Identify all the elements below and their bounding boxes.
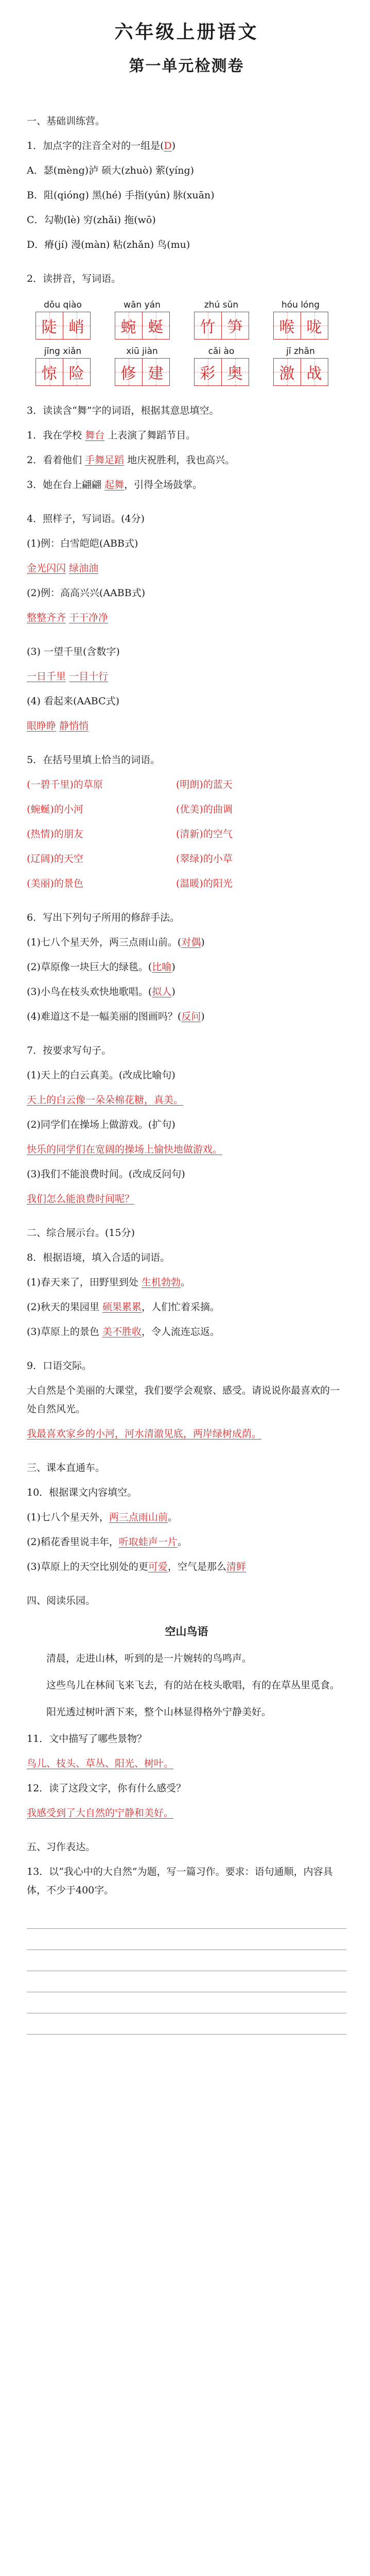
char-answer: 修 — [120, 365, 136, 383]
line-tail: ) — [171, 140, 176, 151]
question-line — [27, 982, 346, 1001]
char-boxes — [265, 358, 337, 386]
reading-paragraph: 清晨，走进山林，听到的是一片婉转的鸟鸣声。 — [46, 1653, 252, 1664]
line-text: 1．加点字的注音全对的一组是( — [27, 140, 164, 151]
char-box — [301, 312, 328, 340]
pinyin-label: dǒu qiào — [44, 300, 82, 310]
choice-row — [27, 775, 346, 794]
char-answer: 奥 — [227, 365, 243, 383]
line-text: (4) 看起来(AABC式) — [27, 696, 120, 707]
question-block — [27, 1224, 346, 1341]
writing-line — [27, 1950, 346, 1971]
line-tail: 。 — [167, 1512, 178, 1523]
question-line — [27, 1381, 346, 1418]
pinyin-label: wān yán — [124, 300, 161, 310]
question-line — [27, 186, 346, 205]
line-answer: 我们怎么能浪费时间呢？ — [27, 1193, 135, 1205]
question-line — [27, 137, 346, 155]
writing-line — [27, 1992, 346, 2013]
pinyin-label: jī zhǎn — [286, 346, 315, 357]
char-boxes — [106, 312, 178, 340]
choice-row — [27, 825, 346, 843]
choice-row — [27, 850, 346, 868]
pinyin-label: hóu lóng — [281, 300, 320, 310]
char-box — [222, 358, 249, 386]
pinyin-cell — [265, 298, 337, 340]
line-text: C．勾勒(lè) 穷(zhǎi) 拖(wō) — [27, 214, 156, 226]
line-answer: 可爱 — [148, 1561, 168, 1572]
writing-line — [27, 1908, 346, 1929]
line-tail: 。 — [177, 1536, 187, 1548]
question-line — [27, 667, 346, 686]
page-subtitle: 第一单元检测卷 — [129, 57, 244, 75]
choice-answer: (辽阔)的天空 — [27, 853, 83, 865]
line-text: (1)天上的白云真美。(改成比喻句) — [27, 1070, 175, 1081]
pinyin-label: jīng xiǎn — [44, 346, 82, 357]
line-text: 1．我在学校 — [27, 430, 85, 441]
line-answer: 美不胜收 — [102, 1326, 142, 1337]
question-line — [27, 1066, 346, 1084]
line-text: (1)七八个星天外， — [27, 1512, 109, 1523]
question-line — [27, 1533, 346, 1551]
question-line — [27, 1323, 346, 1341]
line-answer-2: 绿油油 — [69, 563, 99, 574]
question-line — [27, 1248, 346, 1267]
question-line — [27, 1007, 346, 1026]
pinyin-cell — [106, 345, 178, 386]
choice-answer: (蜿蜒)的小河 — [27, 804, 83, 815]
line-answer: 我最喜欢家乡的小河，河水清澈见底，两岸绿树成荫。 — [27, 1428, 262, 1439]
writing-line — [27, 1929, 346, 1950]
question-line — [27, 958, 346, 976]
question-line — [27, 1190, 346, 1208]
line-answer: 鸟儿、枝头、草丛、阳光、树叶。 — [27, 1758, 174, 1769]
line-answer-2: 干干净净 — [69, 612, 109, 623]
line-tail: ，空气是那么 — [167, 1561, 226, 1572]
question-line — [27, 1115, 346, 1134]
line-answer: 生机勃勃 — [141, 1277, 181, 1288]
exam-content — [27, 112, 346, 2035]
char-box — [273, 312, 301, 340]
char-boxes — [185, 358, 257, 386]
question-block — [27, 1041, 346, 1208]
reading-paragraph: 阳光透过树叶洒下来，整个山林显得格外宁静美好。 — [46, 1706, 272, 1718]
question-line — [27, 235, 346, 254]
question-block — [27, 112, 346, 254]
line-answer-2: 静悄悄 — [59, 720, 89, 732]
char-box — [143, 358, 170, 386]
char-answer: 彩 — [200, 365, 216, 383]
line-answer: 硕果累累 — [102, 1301, 142, 1313]
question-line — [27, 1804, 346, 1822]
question-block — [27, 401, 346, 494]
question-line — [27, 692, 346, 710]
char-boxes — [106, 358, 178, 386]
reading-title: 空山鸟语 — [165, 1625, 208, 1638]
char-box — [273, 358, 301, 386]
line-text: (2)稻花香里说丰年， — [27, 1536, 119, 1548]
char-box — [63, 312, 91, 340]
question-heading: 9．口语交际。 — [27, 1360, 92, 1371]
question-heading: 3．读读含“舞”字的词语，根据其意思填空。 — [27, 405, 219, 416]
choice-answer: (美丽)的景色 — [27, 878, 83, 889]
question-heading: (3) 一望千里(含数字) — [27, 646, 120, 657]
question-line — [27, 1425, 346, 1443]
char-box — [194, 358, 222, 386]
question-block — [27, 1357, 346, 1443]
line-text: (2)例：高高兴兴(AABB式) — [27, 587, 146, 599]
char-boxes — [27, 358, 99, 386]
page-title: 六年级上册语文 — [114, 21, 259, 43]
line-text: D．瘠(jí) 漫(màn) 粘(zhǎn) 鸟(mu) — [27, 239, 190, 250]
choice-answer: (明朗)的蓝天 — [176, 779, 233, 790]
pinyin-cell — [185, 345, 257, 386]
char-box — [36, 358, 63, 386]
char-answer: 咙 — [306, 318, 322, 336]
char-answer: 陡 — [41, 318, 57, 336]
choice-answer: (优美)的曲调 — [176, 804, 233, 815]
question-line — [27, 1754, 346, 1773]
pinyin-grid — [27, 298, 346, 386]
choice-row — [27, 800, 346, 819]
question-heading: 7．按要求写句子。 — [27, 1045, 112, 1056]
char-box — [115, 358, 143, 386]
line-text: 2．看着他们 — [27, 454, 85, 466]
pinyin-cell — [27, 345, 99, 386]
char-box — [143, 312, 170, 340]
question-line — [27, 559, 346, 578]
pinyin-label: cǎi ào — [208, 346, 235, 357]
char-answer: 建 — [148, 365, 164, 383]
line-answer: 舞台 — [85, 430, 105, 441]
line-answer: 整整齐齐 — [27, 612, 66, 623]
question-line — [27, 1779, 346, 1798]
line-answer: 起舞 — [104, 479, 125, 490]
pinyin-cell — [27, 298, 99, 340]
choice-answer: (温暖)的阳光 — [176, 878, 233, 889]
line-text: (3)我们不能浪费时间。(改成反问句) — [27, 1168, 185, 1180]
line-tail: 地庆祝胜利，我也高兴。 — [124, 454, 235, 466]
line-text: 8．根据语境，填入合适的词语。 — [27, 1252, 170, 1263]
line-answer: 反问 — [181, 1011, 201, 1022]
line-text: (2)草原像一块巨大的绿毯。( — [27, 961, 152, 973]
question-line — [27, 1557, 346, 1576]
question-heading: 五、习作表达。 — [27, 1841, 96, 1853]
line-tail: 。 — [180, 1277, 190, 1288]
writing-line — [27, 1971, 346, 1992]
pinyin-cell — [185, 298, 257, 340]
line-answer: D — [164, 140, 172, 151]
question-block — [27, 269, 346, 386]
question-heading: 二、综合展示台。(15分) — [27, 1227, 135, 1239]
line-text: (3)草原上的天空比别处的更 — [27, 1561, 148, 1572]
question-block — [27, 1459, 346, 1576]
char-answer: 险 — [68, 365, 84, 383]
line-answer: 金光闪闪 — [27, 563, 66, 574]
line-text: (4)难道这不是一幅美丽的图画吗？( — [27, 1011, 182, 1022]
line-tail: ，引得全场鼓掌。 — [124, 479, 203, 490]
line-answer: 两三点雨山前 — [109, 1512, 168, 1523]
line-tail: ，令人流连忘返。 — [141, 1326, 220, 1337]
line-answer: 拟人 — [152, 986, 172, 997]
writing-line — [27, 2013, 346, 2035]
line-answer: 天上的白云像一朵朵棉花糖，真美。 — [27, 1094, 184, 1106]
question-heading: 2．读拼音，写词语。 — [27, 273, 121, 284]
line-answer: 快乐的同学们在宽阔的操场上愉快地做游戏。 — [27, 1144, 223, 1155]
choice-answer: (热情)的朋友 — [27, 828, 83, 840]
question-line — [27, 933, 346, 952]
question-line — [27, 1273, 346, 1292]
question-line — [27, 1483, 346, 1502]
line-text: A．瑟(mèng)泸 硕大(zhuò) 萦(yíng) — [27, 165, 195, 176]
line-text: 大自然是个美丽的大课堂，我们要学会观察、感受。请说说你最喜欢的一处自然风光。 — [27, 1385, 340, 1415]
question-line — [27, 211, 346, 229]
question-line — [27, 584, 346, 602]
char-answer: 惊 — [41, 365, 57, 383]
char-answer: 竹 — [200, 318, 216, 336]
line-tail: ) — [201, 937, 205, 948]
line-text: 11．文中描写了哪些景物？ — [27, 1733, 147, 1744]
question-line — [27, 1298, 346, 1316]
pinyin-label: zhú sǔn — [204, 300, 239, 310]
question-heading: 四、阅读乐园。 — [27, 1595, 96, 1606]
line-answer: 眼睁睁 — [27, 720, 57, 732]
char-answer: 喉 — [279, 318, 295, 336]
question-block — [27, 1838, 346, 2035]
question-block — [27, 1591, 346, 1822]
line-tail: ) — [201, 1011, 205, 1022]
char-answer: 蜒 — [148, 318, 164, 336]
choice-row — [27, 874, 346, 893]
char-box — [194, 312, 222, 340]
question-line — [27, 717, 346, 735]
line-answer: 比喻 — [152, 961, 172, 973]
char-box — [36, 312, 63, 340]
line-text: (2)秋天的果园里 — [27, 1301, 102, 1313]
question-line — [27, 1140, 346, 1159]
line-tail: ) — [171, 961, 175, 973]
line-tail: 上表演了舞蹈节目。 — [104, 430, 196, 441]
line-answer-2: 清鲜 — [226, 1561, 246, 1572]
line-answer: 手舞足蹈 — [85, 454, 125, 466]
line-text: (1)例：白雪皑皑(ABB式) — [27, 538, 138, 549]
question-heading: 一、基础训练营。 — [27, 115, 105, 127]
line-answer: 对偶 — [181, 937, 201, 948]
choice-answer: (清新)的空气 — [176, 828, 233, 840]
question-block — [27, 908, 346, 1026]
reading-paragraph: 这些鸟儿在林间飞来飞去，有的站在枝头歌唱，有的在草丛里觅食。 — [46, 1680, 340, 1691]
char-boxes — [265, 312, 337, 340]
line-tail: ，人们忙着采摘。 — [141, 1301, 220, 1313]
line-text: 13．以“我心中的大自然”为题，写一篇习作。要求：语句通顺，内容具体，不少于400字。 — [27, 1866, 333, 1896]
question-line — [27, 1730, 346, 1748]
char-boxes — [185, 312, 257, 340]
question-line — [27, 608, 346, 627]
question-line — [27, 534, 346, 553]
line-text: (1)春天来了，田野里到处 — [27, 1277, 142, 1288]
question-block — [27, 642, 346, 735]
question-line — [27, 476, 346, 494]
line-text: (3)草原上的景色 — [27, 1326, 102, 1337]
pinyin-cell — [265, 345, 337, 386]
line-answer-2: 一目十行 — [69, 671, 109, 682]
question-line — [27, 1165, 346, 1183]
line-text: 3．她在台上翩翩 — [27, 479, 105, 490]
char-boxes — [27, 312, 99, 340]
question-heading: 4．照样子，写词语。(4分) — [27, 513, 145, 524]
char-box — [222, 312, 249, 340]
writing-lines — [27, 1908, 346, 2035]
line-tail: ) — [171, 986, 175, 997]
char-box — [301, 358, 328, 386]
char-answer: 蜿 — [120, 318, 136, 336]
line-answer: 一日千里 — [27, 671, 66, 682]
choice-answer: (一碧千里)的草原 — [27, 779, 103, 790]
line-answer: 我感受到了大自然的宁静和美好。 — [27, 1807, 174, 1819]
char-answer: 战 — [306, 365, 322, 383]
line-text: B．阻(qióng) 黑(hé) 手指(yún) 脉(xuān) — [27, 190, 215, 201]
question-line — [27, 426, 346, 445]
question-heading: 5．在括号里填上恰当的词语。 — [27, 754, 161, 766]
question-line — [27, 1508, 346, 1527]
line-answer: 听取蛙声一片 — [118, 1536, 178, 1548]
question-line — [27, 451, 346, 469]
question-block — [27, 510, 346, 627]
pinyin-cell — [106, 298, 178, 340]
question-heading: 三、课本直通车。 — [27, 1462, 105, 1473]
pinyin-label: xiū jiàn — [126, 346, 158, 357]
question-line — [27, 1091, 346, 1109]
line-text: (2)同学们在操场上做游戏。(扩句) — [27, 1119, 175, 1130]
char-answer: 激 — [279, 365, 295, 383]
line-text: 12．读了这段文字，你有什么感受？ — [27, 1783, 186, 1794]
question-heading: 6．写出下列句子所用的修辞手法。 — [27, 912, 180, 923]
choice-answer: (翠绿)的小草 — [176, 853, 233, 865]
question-line — [27, 1862, 346, 1900]
line-text: (3)小鸟在枝头欢快地歌唱。( — [27, 986, 152, 997]
line-text: 10．根据课文内容填空。 — [27, 1487, 137, 1498]
char-box — [115, 312, 143, 340]
char-answer: 笋 — [227, 318, 243, 336]
line-text: (1)七八个星天外，两三点雨山前。( — [27, 937, 182, 948]
question-block — [27, 751, 346, 893]
char-answer: 峭 — [68, 318, 84, 336]
char-box — [63, 358, 91, 386]
question-line — [27, 161, 346, 180]
